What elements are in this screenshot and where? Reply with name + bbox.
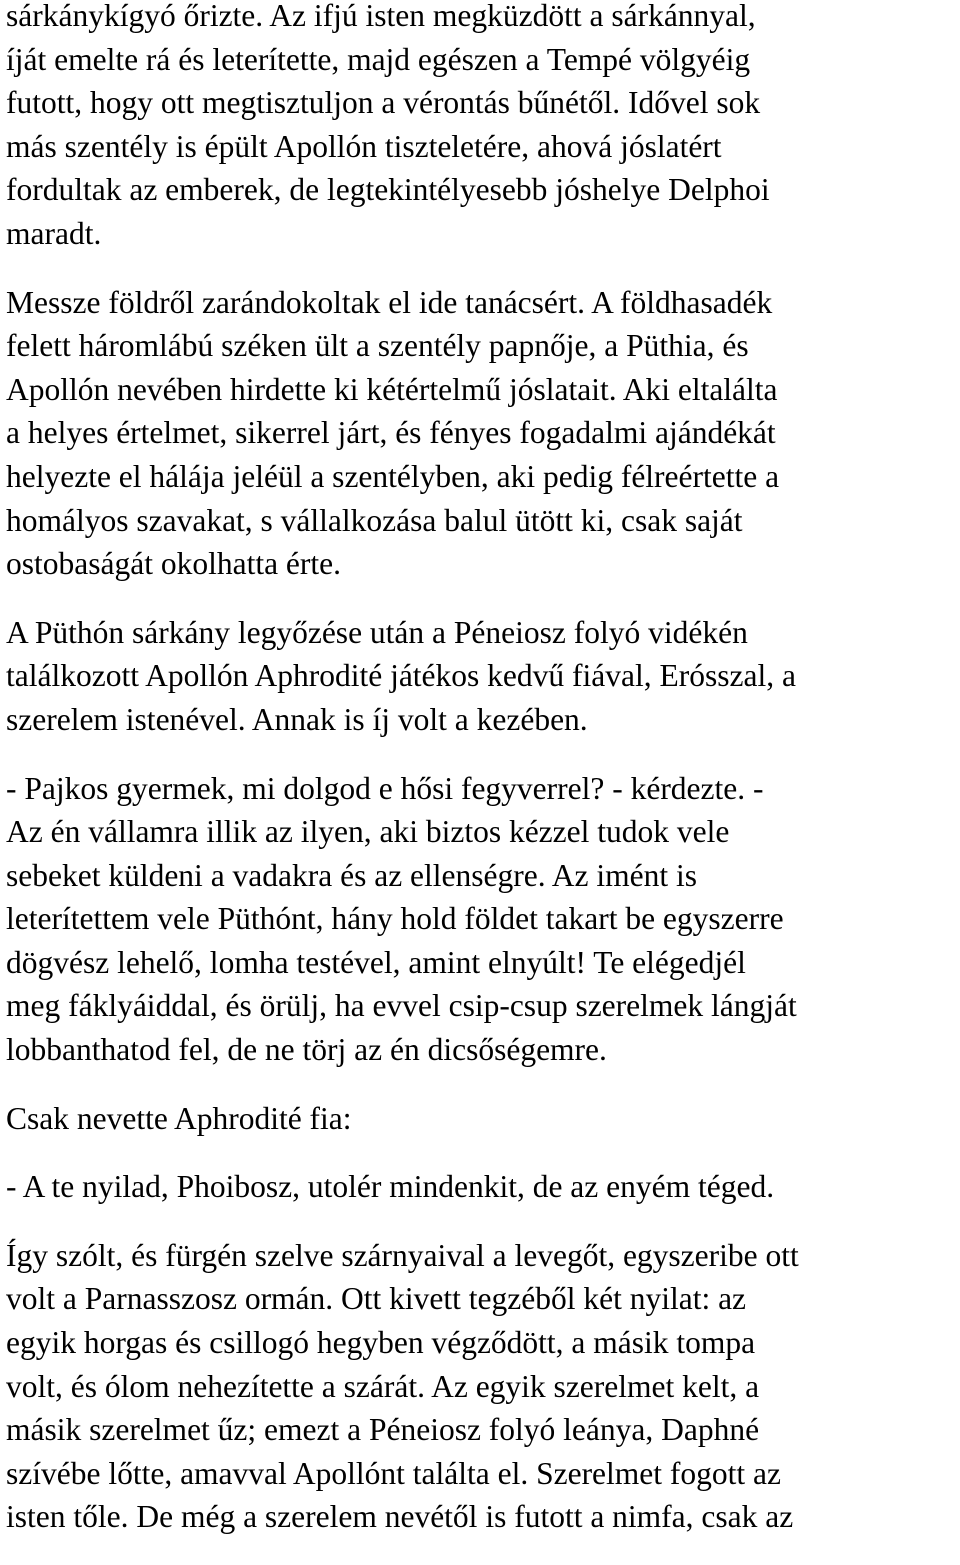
text-line: egyik horgas és csillogó hegyben végződött, a másik tompa bbox=[6, 1325, 756, 1361]
text-line: más szentély is épült Apollón tiszteletére, ahová jóslatért bbox=[6, 128, 722, 164]
text-line: lobbanthatod fel, de ne törj az én dicsőségemre. bbox=[6, 1032, 607, 1068]
text-line: Csak nevette Aphrodité fia: bbox=[6, 1100, 352, 1136]
text-line: maradt. bbox=[6, 215, 102, 251]
text-line: A Püthón sárkány legyőzése után a Péneiosz folyó vidékén bbox=[6, 614, 748, 650]
text-line: volt, és ólom nehezítette a szárát. Az egyik szerelmet kelt, a bbox=[6, 1368, 760, 1404]
paragraph-1 bbox=[6, 0, 960, 256]
text-line: - Pajkos gyermek, mi dolgod e hősi fegyverrel? - kérdezte. - bbox=[6, 770, 764, 806]
text-line: a helyes értelmet, sikerrel járt, és fényes fogadalmi ajándékát bbox=[6, 415, 776, 451]
text-line: - A te nyilad, Phoibosz, utolér mindenkit, de az enyém téged. bbox=[6, 1169, 775, 1205]
document-page bbox=[6, 0, 960, 1564]
text-line: Apollón nevében hirdette ki kétértelmű jóslatait. Aki eltalálta bbox=[6, 371, 778, 407]
paragraph-6 bbox=[6, 1165, 960, 1209]
text-line: meg fáklyáiddal, és örülj, ha evvel csip-csup szerelmek lángját bbox=[6, 988, 797, 1024]
text-line: másik szerelmet űz; emezt a Péneiosz folyó leánya, Daphné bbox=[6, 1412, 760, 1448]
text-line: fordultak az emberek, de legtekintélyesebb jóshelye Delphoi bbox=[6, 172, 770, 208]
text-line: szerelem istenével. Annak is íj volt a kezében. bbox=[6, 701, 588, 737]
paragraph-2 bbox=[6, 281, 960, 586]
text-line: Az én vállamra illik az ilyen, aki biztos kézzel tudok vele bbox=[6, 814, 730, 850]
text-line: leterítettem vele Püthónt, hány hold földet takart be egyszerre bbox=[6, 901, 784, 937]
paragraph-5 bbox=[6, 1097, 960, 1141]
text-line: helyezte el hálája jeléül a szentélyben, aki pedig félreértette a bbox=[6, 458, 780, 494]
text-line: találkozott Apollón Aphrodité játékos kedvű fiával, Erósszal, a bbox=[6, 658, 796, 694]
text-line: felett háromlábú széken ült a szentély papnője, a Püthia, és bbox=[6, 328, 749, 364]
text-line: íját emelte rá és leterítette, majd egészen a Tempé völgyéig bbox=[6, 41, 751, 77]
text-line: isten tőle. De még a szerelem nevétől is futott a nimfa, csak az bbox=[6, 1499, 794, 1535]
text-line: sárkánykígyó őrizte. Az ifjú isten megküzdött a sárkánnyal, bbox=[6, 0, 756, 33]
text-line: Messze földről zarándokoltak el ide tanácsért. A földhasadék bbox=[6, 284, 773, 320]
text-line: Így szólt, és fürgén szelve szárnyaival a levegőt, egyszeribe ott bbox=[6, 1237, 799, 1273]
text-line: dögvész lehelő, lomha testével, amint elnyúlt! Te elégedjél bbox=[6, 944, 746, 980]
text-line: volt a Parnasszosz ormán. Ott kivett tegzéből két nyilat: az bbox=[6, 1281, 747, 1317]
text-line: homályos szavakat, s vállalkozása balul ütött ki, csak saját bbox=[6, 502, 743, 538]
paragraph-3 bbox=[6, 611, 960, 742]
text-line: ostobaságát okolhatta érte. bbox=[6, 546, 342, 582]
text-line: szívébe lőtte, amavval Apollónt találta el. Szerelmet fogott az bbox=[6, 1455, 781, 1491]
paragraph-4 bbox=[6, 767, 960, 1072]
paragraph-7 bbox=[6, 1234, 960, 1539]
text-line: futott, hogy ott megtisztuljon a vérontás bűnétől. Idővel sok bbox=[6, 85, 761, 121]
text-line: sebeket küldeni a vadakra és az ellenségre. Az imént is bbox=[6, 857, 697, 893]
